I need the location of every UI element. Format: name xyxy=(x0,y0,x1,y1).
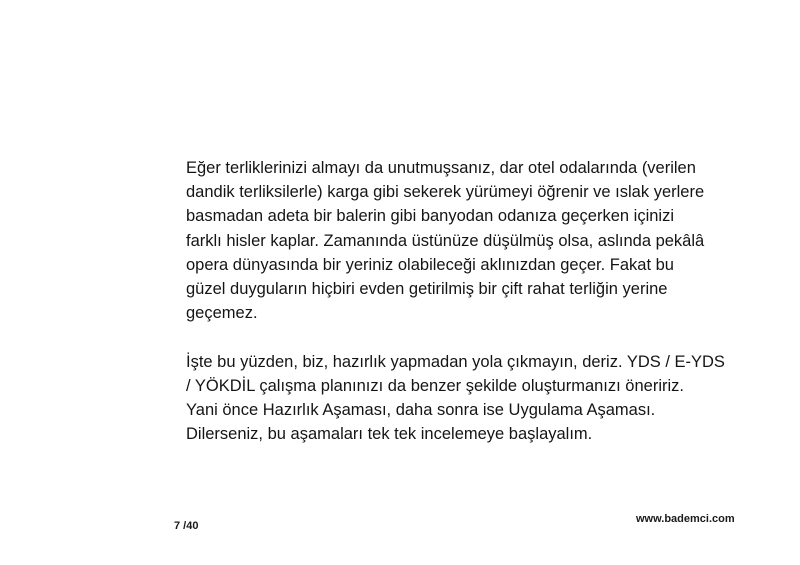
paragraph-line: dandik terliksilerle) karga gibi sekerek yürümeyi öğrenir ve ıslak yerlere xyxy=(186,183,705,202)
paragraph-line: Yani önce Hazırlık Aşaması, daha sonra ise Uygulama Aşaması. xyxy=(186,401,656,420)
paragraph-line: İşte bu yüzden, biz, hazırlık yapmadan yola çıkmayın, deriz. YDS / E-YDS xyxy=(186,352,725,371)
page-number: 7 /40 xyxy=(174,520,199,532)
paragraph-line: geçemez. xyxy=(186,304,258,323)
paragraph-line: basmadan adeta bir balerin gibi banyodan odanıza geçerken içinizi xyxy=(186,207,674,226)
paragraph-line: farklı hisler kaplar. Zamanında üstünüze düşülmüş olsa, aslında pekâlâ xyxy=(186,231,705,250)
body-text xyxy=(186,156,766,446)
paragraph-line: opera dünyasında bir yeriniz olabileceği aklınızdan geçer. Fakat bu xyxy=(186,255,674,274)
paragraph-2 xyxy=(186,350,766,447)
paragraph-line: Eğer terliklerinizi almayı da unutmuşsanız, dar otel odalarında (verilen xyxy=(186,159,696,177)
paragraph-line: Dilerseniz, bu aşamaları tek tek incelemeye başlayalım. xyxy=(186,425,593,444)
website-url: www.bademci.com xyxy=(636,513,735,525)
paragraph-spacer xyxy=(186,325,766,349)
paragraph-line: / YÖKDİL çalışma planınızı da benzer şekilde oluşturmanızı öneririz. xyxy=(186,376,684,395)
paragraph-line: güzel duyguların hiçbiri evden getirilmiş bir çift rahat terliğin yerine xyxy=(186,280,668,299)
paragraph-1 xyxy=(186,156,766,325)
